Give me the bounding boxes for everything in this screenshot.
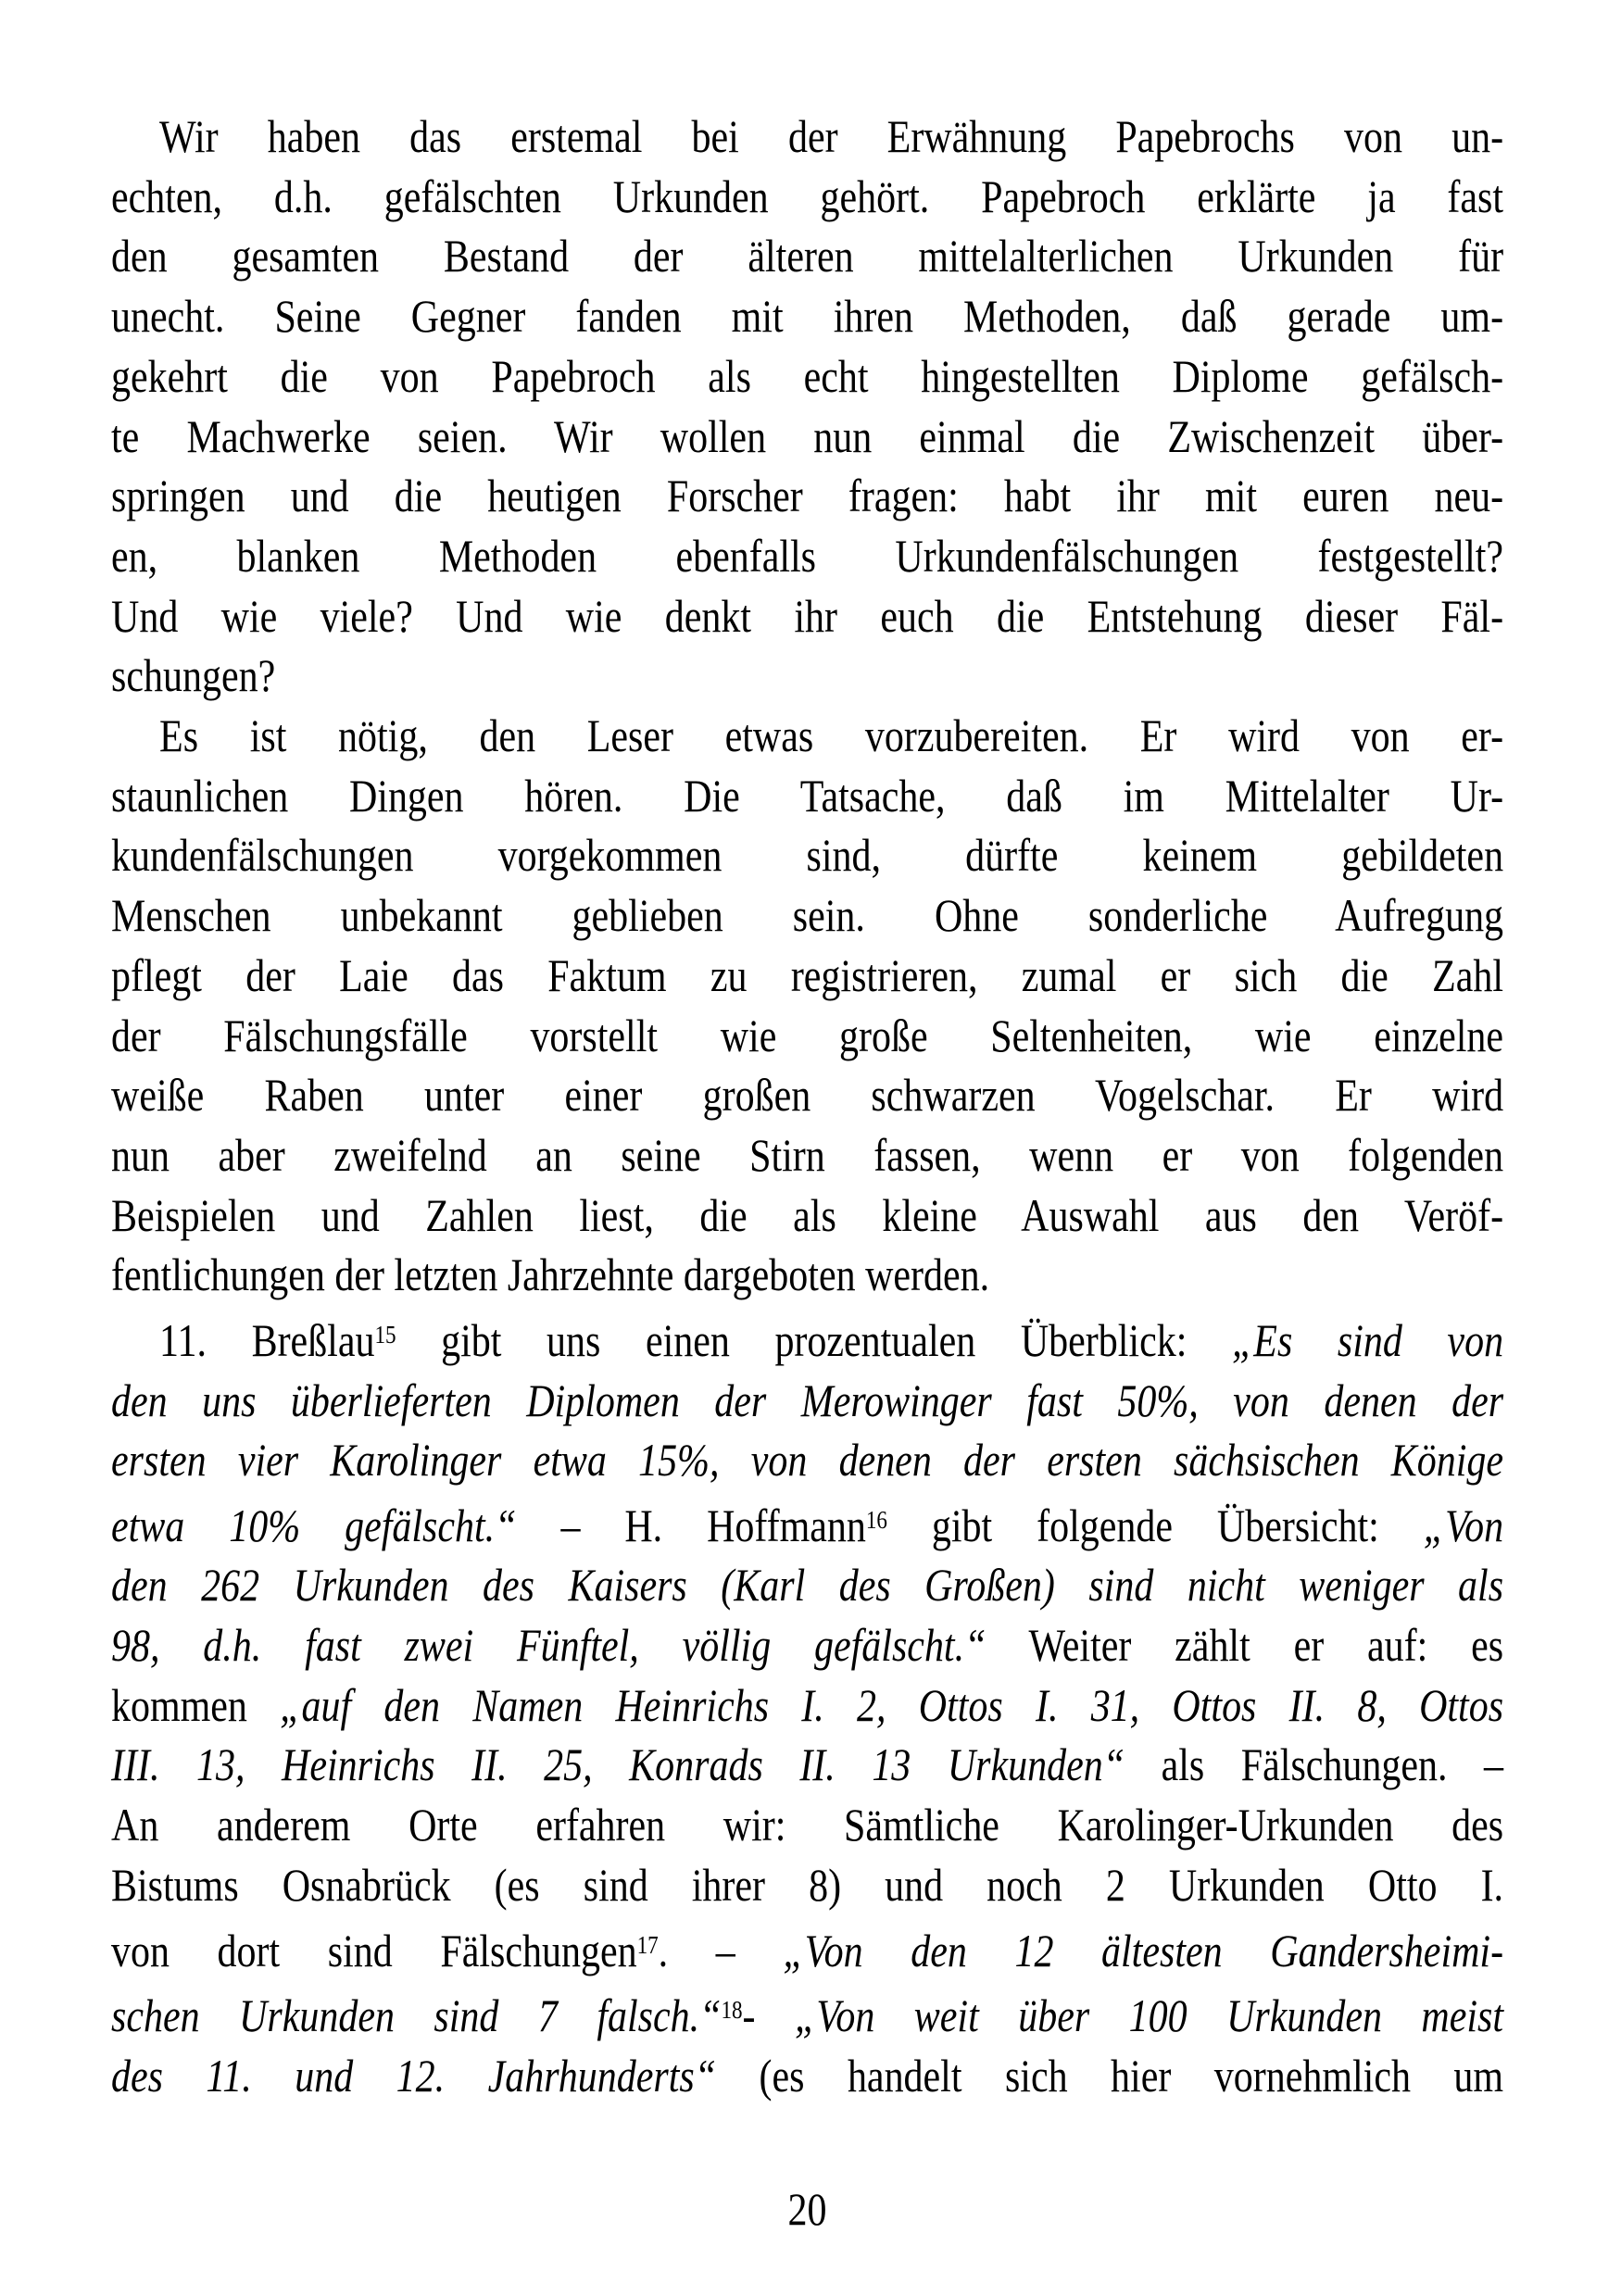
text-run: pflegt der Laie das Faktum zu registrieren, zumal er sich die Zahl: [111, 948, 1504, 1001]
text-run: III. 13, Heinrichs II. 25, Konrads II. 13 Urkunden“: [111, 1738, 1125, 1791]
text-run: echten, d.h. gefälschten Urkunden gehört. Papebroch erklärte ja fast: [111, 169, 1504, 222]
text-run: „Es sind von: [1231, 1313, 1504, 1366]
text-line: [111, 167, 1503, 227]
text-block: [111, 107, 1503, 2240]
text-run: der Fälschungsfälle vorstellt wie große Seltenheiten, wie einzelne: [111, 1009, 1504, 1061]
text-line: [111, 1125, 1503, 1186]
text-line: [111, 1006, 1503, 1066]
text-line: [111, 286, 1503, 346]
text-run: An anderem Orte erfahren wir: Sämtliche Karolinger-Urkunden des: [111, 1799, 1504, 1851]
text-run: kundenfälschungen vorgekommen sind, dürfte keinem gebildeten: [111, 829, 1504, 882]
footnote-reference: 15: [374, 1320, 396, 1349]
text-run: Wir haben das erstemal bei der Erwähnung Papebrochs von un-: [159, 110, 1504, 162]
text-line: [111, 1980, 1503, 2045]
text-line: [111, 885, 1503, 946]
text-run: „Von weit über 100 Urkunden meist: [794, 1989, 1504, 2041]
text-run: gibt uns einen prozentualen Überblick:: [396, 1313, 1232, 1366]
text-run: Weiter zählt er auf: es: [986, 1619, 1504, 1672]
text-line: [111, 1245, 1503, 1305]
text-run: den gesamten Bestand der älteren mittelalterlichen Urkunden für: [111, 230, 1504, 282]
text-line: [111, 2046, 1503, 2106]
text-run: gekehrt die von Papebroch als echt hingestellten Diplome gefälsch-: [111, 349, 1504, 402]
text-line: [111, 1915, 1503, 1980]
text-run: als Fälschungen. –: [1125, 1738, 1504, 1791]
text-line: [111, 107, 1503, 167]
text-line: [111, 1555, 1503, 1615]
text-line: [111, 825, 1503, 885]
text-run: 11. Breßlau: [159, 1313, 375, 1366]
text-line: [111, 526, 1503, 586]
text-line: [111, 407, 1503, 467]
paragraph: [111, 107, 1503, 706]
text-line: [111, 1855, 1503, 1915]
page-number: 20: [787, 2183, 827, 2236]
paragraph: [111, 1305, 1503, 2105]
text-run: schen Urkunden sind 7 falsch.“: [111, 1989, 722, 2041]
text-line: [111, 1615, 1503, 1675]
text-run: springen und die heutigen Forscher fragen: habt ihr mit euren neu-: [111, 470, 1504, 522]
text-run: des 11. und 12. Jahrhunderts“: [111, 2049, 717, 2102]
text-run: Es ist nötig, den Leser etwas vorzubereiten. Er wird von er-: [159, 709, 1504, 762]
text-line: [111, 1371, 1503, 1431]
text-line: [111, 1305, 1503, 1370]
text-run: staunlichen Dingen hören. Die Tatsache, daß im Mittelalter Ur-: [111, 769, 1504, 822]
text-run: Und wie viele? Und wie denkt ihr euch die Entstehung dieser Fäl-: [111, 589, 1504, 642]
paragraph: [111, 706, 1503, 1305]
text-line: [111, 226, 1503, 286]
text-run: unecht. Seine Gegner fanden mit ihren Methoden, daß gerade um-: [111, 290, 1504, 343]
text-run: Bistums Osnabrück (es sind ihrer 8) und noch 2 Urkunden Otto I.: [111, 1858, 1504, 1911]
text-run: von dort sind Fälschungen: [111, 1924, 637, 1976]
text-run: 98, d.h. fast zwei Fünftel, völlig gefälscht.“: [111, 1619, 986, 1672]
text-run: „Von: [1423, 1499, 1504, 1551]
text-run: „auf den Namen Heinrichs I. 2, Ottos I. 31, Ottos II. 8, Ottos: [280, 1678, 1504, 1731]
text-line: [111, 646, 1503, 706]
text-run: Menschen unbekannt geblieben sein. Ohne sonderliche Aufregung: [111, 889, 1504, 942]
footnote-reference: 16: [865, 1504, 887, 1534]
text-line: [111, 1430, 1503, 1490]
text-run: Beispielen und Zahlen liest, die als kleine Auswahl aus den Veröf-: [111, 1188, 1504, 1241]
footnote-reference: 18: [721, 1995, 743, 2025]
text-run: te Machwerke seien. Wir wollen nun einmal die Zwischenzeit über-: [111, 409, 1504, 462]
text-run: gibt folgende Übersicht:: [886, 1499, 1424, 1551]
text-line: [111, 466, 1503, 526]
footnote-reference: 17: [636, 1929, 659, 1959]
text-line: [111, 1065, 1503, 1125]
text-run: weiße Raben unter einer großen schwarzen Vogelschar. Er wird: [111, 1069, 1504, 1122]
text-run: – H. Hoffmann: [516, 1499, 866, 1551]
text-run: kommen: [111, 1678, 281, 1731]
text-run: . –: [658, 1924, 784, 1976]
text-run: den 262 Urkunden des Kaisers (Karl des Großen) sind nicht weniger als: [111, 1559, 1504, 1612]
text-run: schungen?: [111, 649, 276, 702]
text-run: fentlichungen der letzten Jahrzehnte dargeboten werden.: [111, 1248, 990, 1301]
text-line: [111, 1735, 1503, 1795]
text-run: en, blanken Methoden ebenfalls Urkundenfälschungen festgestellt?: [111, 529, 1504, 582]
text-line: [111, 1186, 1503, 1246]
text-run: den uns überlieferten Diplomen der Merowinger fast 50%, von denen der: [111, 1374, 1504, 1426]
text-line: [111, 1490, 1503, 1555]
text-run: etwa 10% gefälscht.“: [111, 1499, 517, 1551]
text-run: -: [742, 1989, 795, 2041]
text-line: [111, 1675, 1503, 1736]
text-line: [111, 1795, 1503, 1855]
text-line: [111, 946, 1503, 1006]
page-number-row: [111, 2179, 1503, 2240]
text-line: [111, 706, 1503, 766]
text-run: ersten vier Karolinger etwa 15%, von denen der ersten sächsischen Könige: [111, 1434, 1504, 1487]
text-line: [111, 586, 1503, 646]
text-run: nun aber zweifelnd an seine Stirn fassen, wenn er von folgenden: [111, 1128, 1504, 1181]
text-run: „Von den 12 ältesten Gandersheimi-: [783, 1924, 1504, 1976]
text-run: (es handelt sich hier vornehmlich um: [716, 2049, 1504, 2102]
text-line: [111, 346, 1503, 407]
text-line: [111, 766, 1503, 826]
